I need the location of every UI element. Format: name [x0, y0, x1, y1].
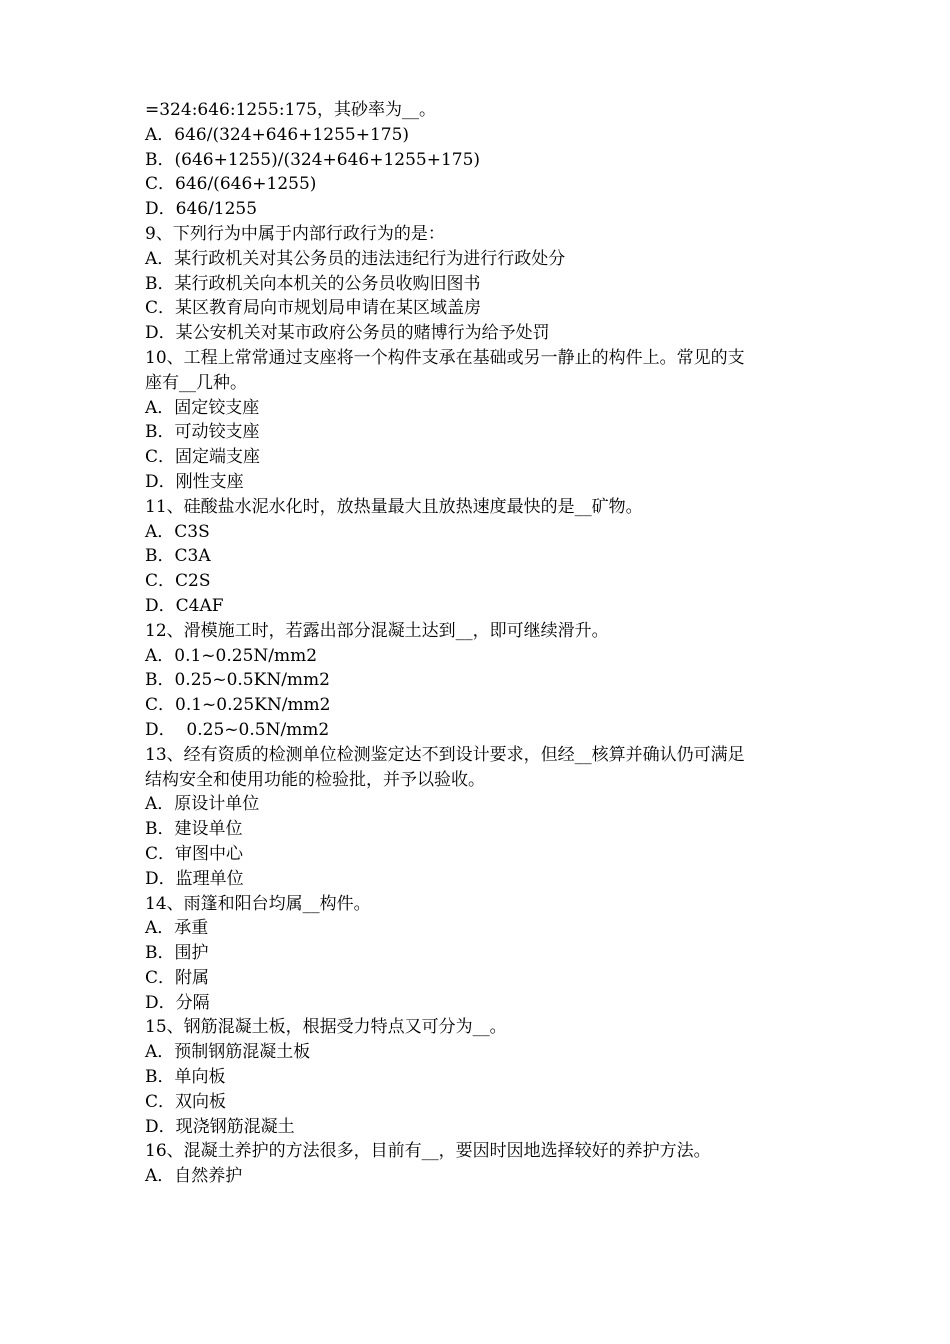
text-line: C．0.1~0.25KN/mm2	[145, 695, 331, 716]
text-line: C．审图中心	[145, 843, 244, 864]
text-line: =324:646:1255:175，其砂率为__。	[145, 100, 437, 120]
text-line: D．刚性支座	[145, 471, 244, 492]
text-line: B．建设单位	[145, 819, 243, 840]
text-line: 12、滑模施工时，若露出部分混凝土达到__，即可继续滑升。	[145, 620, 609, 641]
text-line: D．某公安机关对某市政府公务员的赌博行为给予处罚	[145, 323, 550, 344]
text-line: 11、硅酸盐水泥水化时，放热量最大且放热速度最快的是__矿物。	[145, 496, 643, 517]
text-line: A．承重	[145, 918, 209, 939]
text-line: A．646/(324+646+1255+175)	[145, 124, 410, 145]
text-line: C．646/(646+1255)	[145, 174, 317, 195]
text-line: 10、工程上常常通过支座将一个构件支承在基础或另一静止的构件上。常见的支	[145, 347, 745, 368]
text-line: C．固定端支座	[145, 447, 261, 468]
text-line: D．646/1255	[145, 199, 258, 220]
text-line: 9、下列行为中属于内部行政行为的是：	[145, 223, 445, 244]
text-line: C．C2S	[145, 571, 211, 592]
text-line: D．监理单位	[145, 868, 244, 889]
text-line: A．预制钢筋混凝土板	[145, 1042, 311, 1063]
text-line: D．现浇钢筋混凝土	[145, 1116, 295, 1137]
text-line: A．0.1~0.25N/mm2	[145, 645, 318, 666]
text-line: B．某行政机关向本机关的公务员收购旧图书	[145, 273, 481, 294]
text-line: 座有__几种。	[145, 372, 247, 393]
text-line: A．固定铰支座	[145, 397, 260, 418]
text-line: A．某行政机关对其公务员的违法违纪行为进行行政处分	[145, 248, 566, 269]
text-line: B．(646+1255)/(324+646+1255+175)	[145, 149, 481, 170]
document-page	[145, 98, 825, 1189]
text-line: D．分隔	[145, 992, 210, 1013]
text-line: C．某区教育局向市规划局申请在某区域盖房	[145, 298, 482, 319]
text-line: B．C3A	[145, 546, 211, 567]
text-line: B．可动铰支座	[145, 422, 260, 443]
text-line: 13、经有资质的检测单位检测鉴定达不到设计要求，但经__核算并确认仍可满足	[145, 744, 745, 765]
text-line: 14、雨篷和阳台均属__构件。	[145, 893, 371, 914]
text-line: 16、混凝土养护的方法很多，目前有__，要因时因地选择较好的养护方法。	[145, 1141, 711, 1162]
text-line: D． 0.25~0.5N/mm2	[145, 719, 330, 740]
text-line: B．围护	[145, 943, 209, 964]
text-line: B．单向板	[145, 1067, 226, 1088]
text-line: A．原设计单位	[145, 794, 260, 815]
text-line: 结构安全和使用功能的检验批，并予以验收。	[145, 769, 485, 790]
text-line: C．附属	[145, 967, 210, 988]
text-line: D．C4AF	[145, 595, 224, 616]
text-line: C．双向板	[145, 1091, 227, 1112]
text-line: B．0.25~0.5KN/mm2	[145, 670, 330, 691]
text-line: A．C3S	[145, 521, 210, 542]
text-line: 15、钢筋混凝土板，根据受力特点又可分为__。	[145, 1017, 507, 1038]
text-line: A．自然养护	[145, 1166, 243, 1187]
